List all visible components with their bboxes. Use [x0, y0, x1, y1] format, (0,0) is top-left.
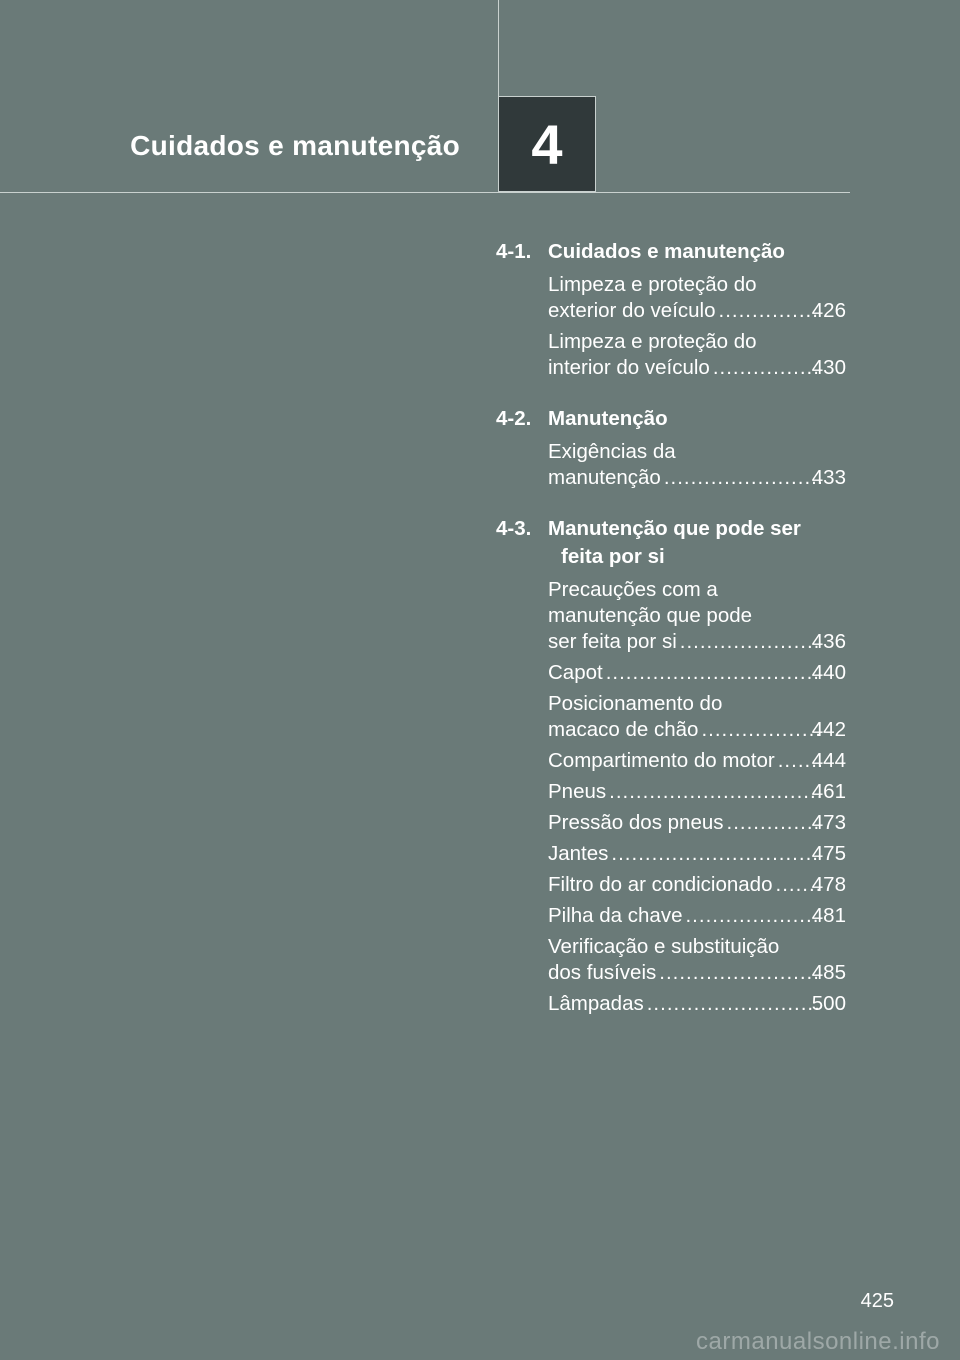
section-heading[interactable] [496, 238, 846, 266]
entry-page-number: 444 [811, 749, 846, 772]
dot-leader [680, 629, 821, 655]
toc-entry[interactable] [548, 329, 846, 381]
section-title: Cuidados e manutenção [548, 240, 785, 263]
dot-leader [659, 960, 821, 986]
entry-text: Verificação e substituição [548, 935, 780, 958]
entry-last-line [548, 841, 846, 867]
section-title: Manutenção que pode ser feita por si [548, 517, 801, 568]
section-title: Manutenção [548, 407, 668, 430]
header-horizontal-rule [0, 192, 850, 193]
toc-entry[interactable] [548, 810, 846, 836]
entry-last-line [548, 810, 846, 836]
entry-text: Filtro do ar condicionado [548, 873, 773, 896]
section-number: 4-3. [496, 517, 532, 540]
dot-leader [609, 779, 821, 805]
section-heading[interactable] [496, 405, 846, 433]
entry-last-line [548, 779, 846, 805]
chapter-number: 4 [531, 112, 563, 176]
entry-page-number: 436 [811, 630, 846, 653]
entry-text: Pneus [548, 780, 607, 803]
dot-leader [713, 355, 821, 381]
entry-text: Exigências da [548, 440, 676, 463]
entry-last-line [548, 465, 846, 491]
entry-page-number: 433 [811, 466, 846, 489]
entry-text: interior do veículo [548, 356, 710, 379]
toc-section [496, 515, 846, 1017]
entry-text: Precauções com a [548, 578, 718, 601]
entry-page-number: 430 [811, 356, 846, 379]
entry-last-line [548, 748, 846, 774]
toc-entry[interactable] [548, 779, 846, 805]
toc-section [496, 238, 846, 381]
entry-page-number: 485 [811, 961, 846, 984]
entry-text: manutenção [548, 466, 661, 489]
watermark: carmanualsonline.info [696, 1328, 940, 1355]
header-vertical-rule [498, 0, 499, 96]
toc-entry[interactable] [548, 934, 846, 986]
entry-text: ser feita por si [548, 630, 677, 653]
toc-entry[interactable] [548, 439, 846, 491]
page-number: 425 [860, 1290, 894, 1312]
toc-entry[interactable] [548, 577, 846, 655]
dot-leader [611, 841, 820, 867]
entry-text: Pilha da chave [548, 904, 683, 927]
toc-entry[interactable] [548, 841, 846, 867]
entry-page-number: 478 [811, 873, 846, 896]
entry-last-line [548, 629, 846, 655]
entry-text: Capot [548, 661, 603, 684]
toc-section [496, 405, 846, 491]
entry-text: Limpeza e proteção do [548, 273, 757, 296]
entry-page-number: 426 [811, 299, 846, 322]
entry-last-line [548, 298, 846, 324]
entry-page-number: 442 [811, 718, 846, 741]
entry-page-number: 475 [811, 842, 846, 865]
entry-text: Jantes [548, 842, 609, 865]
entry-page-number: 500 [811, 992, 846, 1015]
dot-leader [606, 660, 821, 686]
chapter-number-box [498, 96, 596, 192]
entry-text: Compartimento do motor [548, 749, 775, 772]
entry-page-number: 481 [811, 904, 846, 927]
entry-text: Limpeza e proteção do [548, 330, 757, 353]
entry-last-line [548, 872, 846, 898]
entry-text: manutenção que pode [548, 604, 753, 627]
dot-leader [685, 903, 820, 929]
entry-last-line [548, 991, 846, 1017]
chapter-title: Cuidados e manutenção [130, 130, 460, 161]
section-number: 4-2. [496, 407, 532, 430]
entry-page-number: 440 [811, 661, 846, 684]
dot-leader [719, 298, 821, 324]
entry-text: macaco de chão [548, 718, 699, 741]
section-number: 4-1. [496, 240, 532, 263]
entry-text: Posicionamento do [548, 692, 723, 715]
dot-leader [647, 991, 821, 1017]
section-heading[interactable] [496, 515, 846, 571]
toc-entry[interactable] [548, 272, 846, 324]
dot-leader [727, 810, 821, 836]
entry-page-number: 461 [811, 780, 846, 803]
entry-page-number: 473 [811, 811, 846, 834]
entry-text: exterior do veículo [548, 299, 716, 322]
dot-leader [701, 717, 820, 743]
toc-entry[interactable] [548, 691, 846, 743]
dot-leader [664, 465, 821, 491]
toc-entry[interactable] [548, 991, 846, 1017]
entry-last-line [548, 717, 846, 743]
toc-entry[interactable] [548, 748, 846, 774]
table-of-contents [496, 238, 846, 1041]
entry-last-line [548, 355, 846, 381]
toc-entry[interactable] [548, 660, 846, 686]
entry-text: dos fusíveis [548, 961, 657, 984]
entry-last-line [548, 903, 846, 929]
entry-text: Lâmpadas [548, 992, 644, 1015]
entry-last-line [548, 960, 846, 986]
entry-last-line [548, 660, 846, 686]
toc-entry[interactable] [548, 903, 846, 929]
toc-entry[interactable] [548, 872, 846, 898]
entry-text: Pressão dos pneus [548, 811, 724, 834]
